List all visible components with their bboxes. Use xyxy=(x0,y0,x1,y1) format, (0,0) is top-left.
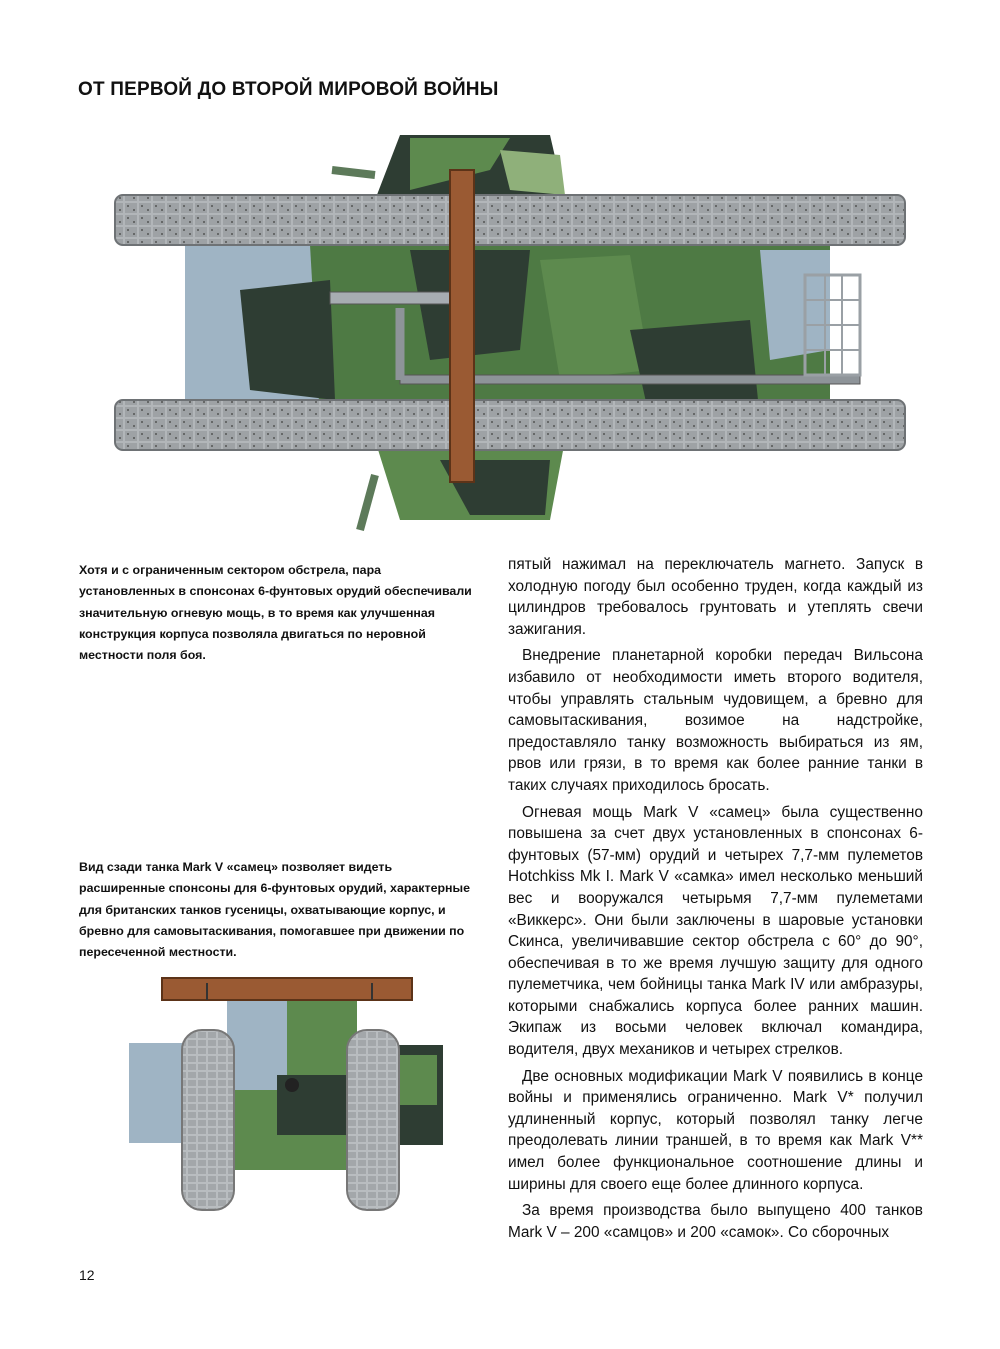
body-text xyxy=(508,554,923,1248)
top-view-caption: Хотя и с ограниченным сектором обстрела, пара установленных в спонсонах 6-фунтовых орудий обеспечивали значительную огневую мощь, в то время как улучшенная конструкция корпуса позволяла двигаться по неровной местности поля боя. xyxy=(79,563,472,663)
body-paragraph: пятый нажимал на переключатель магнето. Запуск в холодную погоду был особенно труден, когда каждый из цилиндров требовалось грунтовать и утеплять свечи зажигания. xyxy=(508,556,923,638)
body-paragraph: Внедрение планетарной коробки передач Вильсона избавило от необходимости иметь второго водителя, чтобы управлять стальным чудовищем, а бревно для самовытаскивания, возимое на надстройке, предоставляло танку возможность выбираться из ям, рвов или грязи, в то время как более ранние танки в таких случаях приходилось бросать. xyxy=(508,647,923,794)
page-number: 12 xyxy=(79,1267,95,1283)
body-paragraph: Огневая мощь Mark V «самец» была существенно повышена за счет двух установленных в спонсонах 6-фунтовых (57-мм) орудий и четырех 7,7-мм пулеметов Hotchkiss Mk I. Mark V «самка» имел несколько меньший вес и вооружался четырьмя 7,7-мм пулеметами «Виккерс». Они были заключены в шаровые установки Скинса, увеличивавшие сектор обстрела с 60° до 90°, обеспечивая в то же время лучшую защиту для одного пулеметчика, чем бойницы танка Mark IV или амбразуры, которыми снабжались корпуса более ранних машин. Экипаж из восьми человек включал командира, водителя, двух механиков и четырех стрелков. xyxy=(508,803,923,1059)
tank-top-view-illustration xyxy=(110,130,910,540)
page-heading: ОТ ПЕРВОЙ ДО ВТОРОЙ МИРОВОЙ ВОЙНЫ xyxy=(78,79,499,100)
tank-rear-view-illustration xyxy=(127,975,447,1215)
rear-view-caption: Вид сзади танка Mark V «самец» позволяет видеть расширенные спонсоны для 6-фунтовых орудий, характерные для британских танков гусеницы, охватывающие корпус, и бревно для самовытаскивания, помогавшее при движении по пересеченной местности. xyxy=(79,860,470,960)
body-paragraph: Две основных модификации Mark V появились в конце войны и применялись ограниченно. Mark V* получил удлиненный корпус, который позволял танку легче преодолевать линии траншей, в то время как Mark V** имел более функциональное соотношение длины и ширины для своего еще более длинного корпуса. xyxy=(508,1067,923,1193)
body-paragraph: За время производства было выпущено 400 танков Mark V – 200 «самцов» и 200 «самок». Со сборочных xyxy=(508,1202,923,1241)
